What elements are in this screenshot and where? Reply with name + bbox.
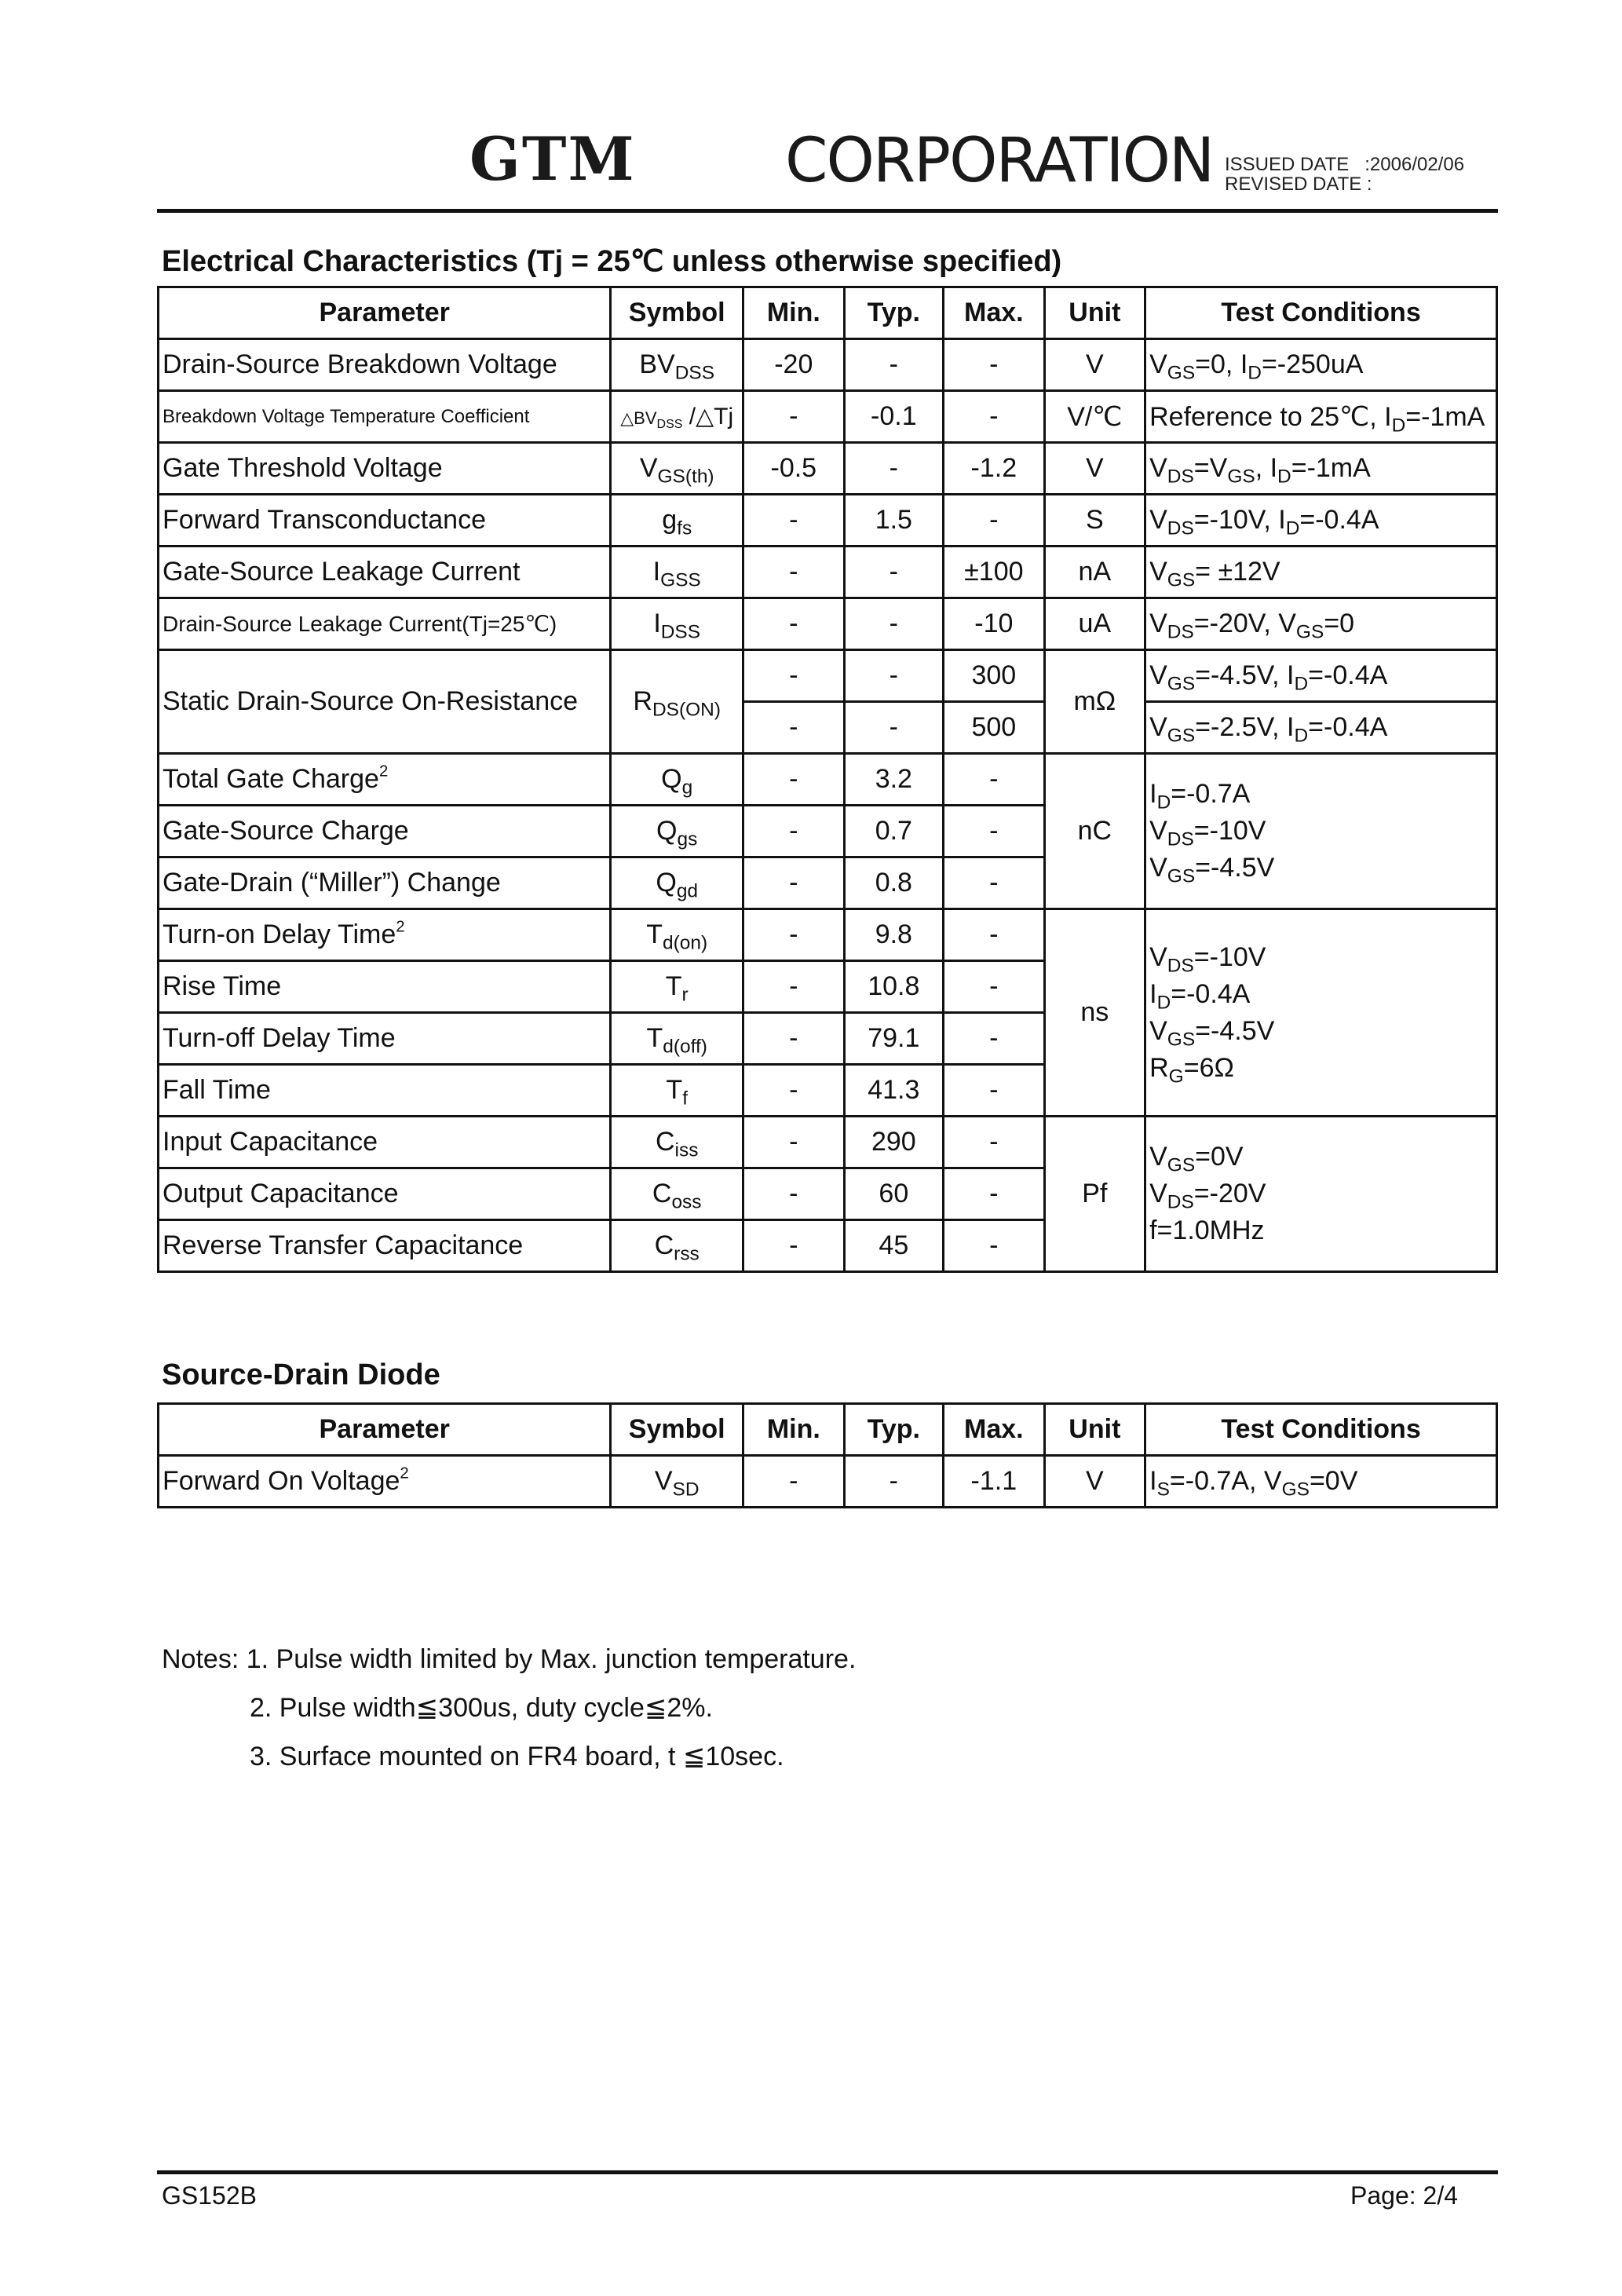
symbol-subscript: f bbox=[682, 1088, 688, 1110]
cond-subscript: DS bbox=[1167, 954, 1194, 976]
header-parameter: Parameter bbox=[159, 1404, 611, 1456]
symbol-cell bbox=[611, 339, 743, 391]
cond-subscript: GS bbox=[1167, 865, 1196, 887]
cond-line bbox=[1149, 813, 1496, 850]
cond-text: V bbox=[1149, 505, 1167, 535]
min-cell: - bbox=[743, 754, 845, 806]
symbol-text: T bbox=[666, 1075, 683, 1105]
unit-cell: V bbox=[1044, 443, 1145, 495]
symbol-cell bbox=[611, 806, 743, 857]
cond-subscript: G bbox=[1168, 1065, 1184, 1087]
header-test-conditions: Test Conditions bbox=[1145, 1404, 1497, 1456]
symbol-subscript: SD bbox=[672, 1479, 700, 1501]
cond-subscript: GS bbox=[1281, 1479, 1310, 1501]
max-cell: - bbox=[944, 1220, 1045, 1272]
unit-cell: V bbox=[1044, 339, 1145, 391]
symbol-subscript: fs bbox=[677, 517, 692, 539]
cond-text: V bbox=[1149, 941, 1167, 972]
unit-cell: nC bbox=[1044, 754, 1145, 909]
param-cell: Rise Time bbox=[159, 961, 611, 1013]
unit-cell: ns bbox=[1044, 909, 1145, 1117]
table-row bbox=[159, 1117, 1497, 1168]
cond-text: =-0.4A bbox=[1171, 978, 1251, 1009]
cond-subscript: D bbox=[1156, 991, 1171, 1013]
typ-cell: - bbox=[844, 702, 944, 754]
param-cell: Drain-Source Leakage Current(Tj=25℃) bbox=[159, 598, 611, 650]
cond-text: =0V bbox=[1309, 1466, 1358, 1496]
symbol-cell bbox=[611, 754, 743, 806]
note-ref: 2 bbox=[378, 762, 389, 781]
cond-text: =0 bbox=[1324, 609, 1355, 638]
corporation-title: CORPORATION bbox=[785, 126, 1214, 196]
max-cell: ±100 bbox=[944, 547, 1045, 598]
company-logo: GTM bbox=[469, 124, 636, 194]
symbol-cell bbox=[611, 909, 743, 961]
typ-cell: - bbox=[844, 1456, 944, 1508]
param-text: Forward On Voltage bbox=[163, 1466, 400, 1496]
table-row bbox=[159, 495, 1497, 547]
header-unit: Unit bbox=[1044, 287, 1145, 339]
symbol-text: BV bbox=[639, 349, 675, 379]
symbol-subscript: d(off) bbox=[663, 1036, 707, 1058]
cond-text: =-0.4A bbox=[1308, 712, 1388, 742]
cond-text: =-1mA bbox=[1291, 453, 1371, 483]
unit-cell: Pf bbox=[1044, 1117, 1145, 1272]
cond-text: =-10V bbox=[1193, 941, 1266, 972]
typ-cell: 290 bbox=[844, 1117, 944, 1168]
unit-cell: mΩ bbox=[1044, 650, 1145, 754]
typ-cell: - bbox=[844, 339, 944, 391]
cond-text: =V bbox=[1193, 453, 1228, 483]
cond-subscript: DS bbox=[1167, 517, 1194, 539]
max-cell: - bbox=[944, 339, 1045, 391]
typ-cell: 1.5 bbox=[844, 495, 944, 547]
unit-cell: uA bbox=[1044, 598, 1145, 650]
symbol-text: C bbox=[654, 1230, 674, 1260]
note-1: Notes: 1. Pulse width limited by Max. junction temperature. bbox=[162, 1644, 857, 1674]
cond-subscript: GS bbox=[1167, 569, 1196, 591]
param-cell: Reverse Transfer Capacitance bbox=[159, 1220, 611, 1272]
cond-text: V bbox=[1149, 557, 1167, 587]
max-cell: - bbox=[944, 495, 1045, 547]
symbol-cell bbox=[611, 961, 743, 1013]
min-cell: - bbox=[743, 495, 845, 547]
symbol-cell bbox=[611, 547, 743, 598]
condition-cell bbox=[1145, 702, 1497, 754]
cond-subscript: GS bbox=[1227, 466, 1255, 488]
unit-cell: S bbox=[1044, 495, 1145, 547]
min-cell: - bbox=[743, 1220, 845, 1272]
symbol-text: V bbox=[654, 1466, 673, 1496]
table-row bbox=[159, 339, 1497, 391]
symbol-text: C bbox=[652, 1179, 672, 1208]
symbol-cell bbox=[611, 1456, 743, 1508]
header-parameter: Parameter bbox=[159, 287, 611, 339]
cond-text: =-0.4A bbox=[1299, 505, 1379, 535]
unit-cell: nA bbox=[1044, 547, 1145, 598]
min-cell: - bbox=[743, 1117, 845, 1168]
table-row bbox=[159, 443, 1497, 495]
symbol-cell bbox=[611, 857, 743, 909]
revised-date: REVISED DATE : bbox=[1225, 174, 1372, 195]
symbol-cell bbox=[611, 391, 743, 443]
table-row bbox=[159, 754, 1497, 806]
typ-cell: -0.1 bbox=[844, 391, 944, 443]
symbol-text: Q bbox=[656, 816, 678, 846]
unit-cell: V bbox=[1044, 1456, 1145, 1508]
symbol-cell bbox=[611, 598, 743, 650]
table-row bbox=[159, 650, 1497, 702]
cond-subscript: D bbox=[1294, 673, 1309, 695]
max-cell: - bbox=[944, 1013, 1045, 1065]
cond-text: V bbox=[1149, 1015, 1167, 1046]
cond-line: f=1.0MHz bbox=[1149, 1216, 1265, 1245]
cond-text: V bbox=[1149, 1179, 1167, 1208]
cond-line bbox=[1149, 1139, 1496, 1175]
symbol-cell bbox=[611, 495, 743, 547]
typ-cell: 3.2 bbox=[844, 754, 944, 806]
cond-subscript: DS bbox=[1167, 621, 1194, 643]
cond-text: =-0.7A, V bbox=[1169, 1466, 1282, 1496]
cond-subscript: DS bbox=[1167, 828, 1194, 850]
max-cell: - bbox=[944, 1117, 1045, 1168]
cond-text: , I bbox=[1255, 453, 1278, 483]
max-cell: - bbox=[944, 391, 1045, 443]
param-cell: Turn-off Delay Time bbox=[159, 1013, 611, 1065]
header-test-conditions: Test Conditions bbox=[1145, 287, 1497, 339]
param-cell: Static Drain-Source On-Resistance bbox=[159, 650, 611, 754]
min-cell: - bbox=[743, 1168, 845, 1220]
typ-cell: - bbox=[844, 443, 944, 495]
cond-text: I bbox=[1149, 978, 1157, 1009]
symbol-subscript: gs bbox=[677, 828, 698, 850]
electrical-characteristics-table bbox=[157, 286, 1498, 1273]
symbol-cell bbox=[611, 1220, 743, 1272]
param-cell: Breakdown Voltage Temperature Coefficient bbox=[159, 391, 611, 443]
symbol-cell bbox=[611, 1117, 743, 1168]
cond-subscript: GS bbox=[1167, 362, 1196, 384]
table-row bbox=[159, 1456, 1497, 1508]
max-cell: -1.2 bbox=[944, 443, 1045, 495]
typ-cell: 41.3 bbox=[844, 1065, 944, 1117]
symbol-text: Q bbox=[661, 764, 682, 794]
min-cell: - bbox=[743, 598, 845, 650]
cond-text: =-0.7A bbox=[1171, 779, 1251, 809]
cond-text: Reference to 25℃, I bbox=[1149, 401, 1392, 432]
cond-text: =-10V, I bbox=[1193, 505, 1286, 535]
cond-subscript: D bbox=[1277, 466, 1291, 488]
cond-text: V bbox=[1149, 453, 1167, 483]
condition-cell bbox=[1145, 443, 1497, 495]
cond-subscript: DS bbox=[1167, 466, 1194, 488]
document-dates bbox=[1225, 155, 1464, 194]
symbol-subscript: DSS bbox=[660, 621, 701, 643]
symbol-subscript: GS(th) bbox=[657, 466, 714, 488]
param-text: Turn-on Delay Time bbox=[163, 919, 396, 949]
max-cell: - bbox=[944, 754, 1045, 806]
min-cell: - bbox=[743, 857, 845, 909]
cond-text: =-250uA bbox=[1261, 349, 1364, 379]
max-cell: -1.1 bbox=[944, 1456, 1045, 1508]
cond-subscript: S bbox=[1156, 1479, 1170, 1501]
table-row bbox=[159, 598, 1497, 650]
symbol-text: V bbox=[639, 453, 658, 483]
cond-line bbox=[1149, 1175, 1496, 1212]
cond-text: V bbox=[1149, 660, 1167, 690]
max-cell: - bbox=[944, 909, 1045, 961]
cond-text: =-2.5V, I bbox=[1195, 712, 1295, 742]
symbol-subscript: gd bbox=[676, 880, 699, 902]
symbol-text: g bbox=[662, 505, 678, 535]
cond-text: V bbox=[1149, 816, 1167, 846]
header-rule bbox=[157, 209, 1498, 213]
max-cell: - bbox=[944, 961, 1045, 1013]
symbol-text: T bbox=[665, 971, 682, 1001]
cond-subscript: D bbox=[1285, 517, 1300, 539]
condition-cell bbox=[1145, 391, 1497, 443]
typ-cell: 0.7 bbox=[844, 806, 944, 857]
page-number: Page: 2/4 bbox=[1350, 2181, 1458, 2210]
typ-cell: 0.8 bbox=[844, 857, 944, 909]
condition-cell bbox=[1145, 909, 1497, 1117]
table-header-row bbox=[159, 1404, 1497, 1456]
header-min: Min. bbox=[743, 287, 845, 339]
note-2: 2. Pulse width≦300us, duty cycle≦2%. bbox=[250, 1693, 713, 1723]
max-cell: - bbox=[944, 806, 1045, 857]
min-cell: - bbox=[743, 547, 845, 598]
max-cell: - bbox=[944, 857, 1045, 909]
cond-subscript: D bbox=[1391, 414, 1406, 436]
symbol-cell bbox=[611, 1013, 743, 1065]
symbol-subscript: r bbox=[681, 984, 689, 1006]
symbol-text: T bbox=[646, 1023, 663, 1053]
cond-text: =-20V, V bbox=[1193, 609, 1296, 638]
cond-subscript: D bbox=[1294, 725, 1309, 747]
cond-line bbox=[1149, 939, 1496, 976]
cond-text: =-0.4A bbox=[1308, 660, 1388, 690]
symbol-subscript: oss bbox=[671, 1191, 702, 1213]
cond-subscript: DS bbox=[1167, 1191, 1194, 1213]
param-cell: Output Capacitance bbox=[159, 1168, 611, 1220]
document-id: GS152B bbox=[162, 2181, 257, 2210]
min-cell: - bbox=[743, 391, 845, 443]
cond-text: I bbox=[1149, 1466, 1157, 1496]
cond-subscript: GS bbox=[1167, 1028, 1196, 1050]
min-cell: - bbox=[743, 806, 845, 857]
note-3: 3. Surface mounted on FR4 board, t ≦10sec. bbox=[250, 1742, 784, 1771]
symbol-cell bbox=[611, 1168, 743, 1220]
max-cell: -10 bbox=[944, 598, 1045, 650]
header-max: Max. bbox=[944, 1404, 1045, 1456]
symbol-subscript: DSS bbox=[674, 362, 715, 384]
condition-cell bbox=[1145, 547, 1497, 598]
table-row bbox=[159, 909, 1497, 961]
param-cell: Forward Transconductance bbox=[159, 495, 611, 547]
cond-line bbox=[1149, 1013, 1496, 1050]
min-cell: -20 bbox=[743, 339, 845, 391]
symbol-text: Q bbox=[656, 868, 677, 898]
cond-text: I bbox=[1149, 779, 1157, 809]
symbol-text: C bbox=[655, 1127, 675, 1157]
header-symbol: Symbol bbox=[611, 1404, 743, 1456]
param-cell: Input Capacitance bbox=[159, 1117, 611, 1168]
cond-text: = ±12V bbox=[1195, 557, 1280, 587]
cond-subscript: GS bbox=[1167, 725, 1196, 747]
condition-cell bbox=[1145, 339, 1497, 391]
symbol-text: R bbox=[633, 686, 652, 716]
condition-cell bbox=[1145, 650, 1497, 702]
cond-subscript: D bbox=[1156, 792, 1171, 813]
cond-line bbox=[1149, 976, 1496, 1013]
typ-cell: 60 bbox=[844, 1168, 944, 1220]
cond-subscript: GS bbox=[1167, 673, 1196, 695]
symbol-text: /△Tj bbox=[682, 404, 734, 430]
table-header-row bbox=[159, 287, 1497, 339]
condition-cell bbox=[1145, 598, 1497, 650]
symbol-subscript: DS(ON) bbox=[652, 699, 721, 721]
param-cell: Gate-Drain (“Miller”) Change bbox=[159, 857, 611, 909]
symbol-subscript: DSS bbox=[656, 417, 683, 431]
condition-cell bbox=[1145, 1456, 1497, 1508]
cond-text: =-4.5V bbox=[1195, 1015, 1275, 1046]
min-cell: - bbox=[743, 961, 845, 1013]
param-cell: Gate-Source Charge bbox=[159, 806, 611, 857]
header-min: Min. bbox=[743, 1404, 845, 1456]
param-cell bbox=[159, 754, 611, 806]
cond-subscript: GS bbox=[1167, 1154, 1196, 1176]
min-cell: - bbox=[743, 1456, 845, 1508]
symbol-cell bbox=[611, 650, 743, 754]
notes-block bbox=[162, 1635, 856, 1781]
cond-text: =0V bbox=[1195, 1142, 1244, 1172]
param-cell: Drain-Source Breakdown Voltage bbox=[159, 339, 611, 391]
cond-subscript: GS bbox=[1295, 621, 1324, 643]
table-row bbox=[159, 391, 1497, 443]
cond-text: =6Ω bbox=[1183, 1052, 1234, 1083]
typ-cell: 79.1 bbox=[844, 1013, 944, 1065]
typ-cell: - bbox=[844, 598, 944, 650]
typ-cell: 45 bbox=[844, 1220, 944, 1272]
issued-date: ISSUED DATE :2006/02/06 bbox=[1225, 154, 1465, 175]
symbol-text: △BV bbox=[620, 408, 657, 428]
symbol-subscript: g bbox=[681, 777, 693, 799]
max-cell: 300 bbox=[944, 650, 1045, 702]
min-cell: - bbox=[743, 1065, 845, 1117]
min-cell: - bbox=[743, 650, 845, 702]
cond-line bbox=[1149, 1050, 1496, 1087]
typ-cell: - bbox=[844, 650, 944, 702]
typ-cell: 9.8 bbox=[844, 909, 944, 961]
table-row bbox=[159, 547, 1497, 598]
param-text: Total Gate Charge bbox=[163, 764, 379, 794]
cond-subscript: D bbox=[1248, 362, 1262, 384]
cond-text: =-4.5V, I bbox=[1195, 660, 1295, 690]
cond-text: V bbox=[1149, 712, 1167, 742]
cond-text: V bbox=[1149, 1142, 1167, 1172]
min-cell: - bbox=[743, 702, 845, 754]
param-cell bbox=[159, 909, 611, 961]
param-cell: Fall Time bbox=[159, 1065, 611, 1117]
cond-text: R bbox=[1149, 1052, 1169, 1083]
symbol-subscript: GSS bbox=[660, 569, 701, 591]
cond-text: =-1mA bbox=[1405, 401, 1485, 432]
min-cell: - bbox=[743, 909, 845, 961]
cond-text: V bbox=[1149, 349, 1167, 379]
max-cell: - bbox=[944, 1065, 1045, 1117]
param-cell bbox=[159, 1456, 611, 1508]
condition-cell bbox=[1145, 495, 1497, 547]
symbol-subscript: iss bbox=[674, 1139, 699, 1161]
source-drain-diode-table bbox=[157, 1402, 1498, 1508]
param-cell: Gate Threshold Voltage bbox=[159, 443, 611, 495]
source-drain-diode-title: Source-Drain Diode bbox=[162, 1358, 440, 1391]
cond-text: =0, I bbox=[1195, 349, 1248, 379]
header-unit: Unit bbox=[1044, 1404, 1145, 1456]
param-cell: Gate-Source Leakage Current bbox=[159, 547, 611, 598]
condition-cell bbox=[1145, 1117, 1497, 1272]
note-ref: 2 bbox=[396, 918, 405, 936]
unit-cell: V/℃ bbox=[1044, 391, 1145, 443]
typ-cell: - bbox=[844, 547, 944, 598]
cond-text: V bbox=[1149, 609, 1167, 638]
header-symbol: Symbol bbox=[611, 287, 743, 339]
note-ref: 2 bbox=[400, 1464, 409, 1483]
condition-cell bbox=[1145, 754, 1497, 909]
symbol-text: T bbox=[646, 919, 663, 949]
symbol-cell bbox=[611, 1065, 743, 1117]
cond-text: =-20V bbox=[1193, 1179, 1266, 1208]
footer-rule bbox=[157, 2170, 1498, 2174]
symbol-text: I bbox=[652, 557, 661, 587]
cond-text: V bbox=[1149, 853, 1167, 883]
symbol-cell bbox=[611, 443, 743, 495]
cond-line bbox=[1149, 776, 1496, 813]
symbol-subscript: rss bbox=[674, 1243, 700, 1265]
header-typ: Typ. bbox=[844, 287, 944, 339]
cond-text: =-4.5V bbox=[1195, 853, 1275, 883]
symbol-subscript: d(on) bbox=[663, 932, 708, 954]
cond-line bbox=[1149, 850, 1496, 887]
electrical-characteristics-title: Electrical Characteristics (Tj = 25℃ unless otherwise specified) bbox=[162, 245, 1062, 278]
max-cell: - bbox=[944, 1168, 1045, 1220]
max-cell: 500 bbox=[944, 702, 1045, 754]
cond-text: =-10V bbox=[1193, 816, 1266, 846]
header-max: Max. bbox=[944, 287, 1045, 339]
header-typ: Typ. bbox=[844, 1404, 944, 1456]
typ-cell: 10.8 bbox=[844, 961, 944, 1013]
min-cell: -0.5 bbox=[743, 443, 845, 495]
symbol-text: I bbox=[653, 609, 661, 638]
min-cell: - bbox=[743, 1013, 845, 1065]
